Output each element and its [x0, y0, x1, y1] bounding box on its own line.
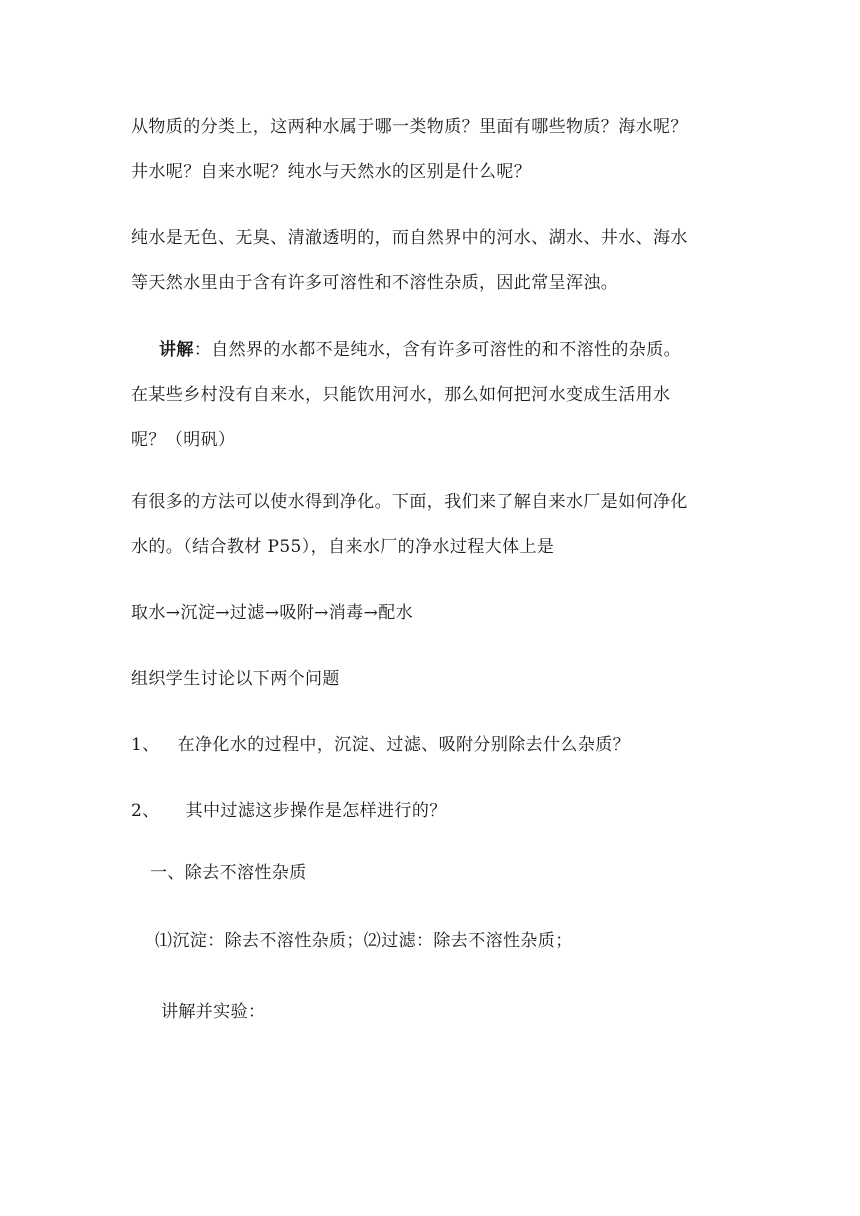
question-2 — [131, 799, 447, 823]
paragraph-4-line-1: 有很多的方法可以使水得到净化。下面，我们来了解自来水厂是如何净化 — [131, 492, 688, 512]
paragraph-1-line-1: 从物质的分类上，这两种水属于哪一类物质？里面有哪些物质？海水呢？ — [131, 117, 688, 137]
paragraph-1-line-2: 井水呢？自来水呢？纯水与天然水的区别是什么呢？ — [131, 162, 532, 182]
question-1-text: 在净化水的过程中，沉淀、过滤、吸附分别除去什么杂质？ — [177, 735, 631, 755]
paragraph-2-line-1: 纯水是无色、无臭、清澈透明的，而自然界中的河水、湖水、井水、海水 — [131, 228, 688, 248]
question-1 — [131, 733, 630, 757]
paragraph-3-line-2: 在某些乡村没有自来水，只能饮用河水，那么如何把河水变成生活用水 — [131, 385, 671, 405]
section-heading: 一、除去不溶性杂质 — [150, 863, 307, 883]
process-flow: 取水→沉淀→过滤→吸附→消毒→配水 — [131, 603, 414, 623]
question-2-number: 2、 — [131, 801, 160, 821]
discussion-intro: 组织学生讨论以下两个问题 — [131, 669, 340, 689]
paragraph-3-line-1 — [159, 338, 681, 362]
experiment-label: 讲解并实验： — [161, 1002, 266, 1022]
question-2-text: 其中过滤这步操作是怎样进行的？ — [185, 801, 447, 821]
paragraph-3-line-1-text: ：自然界的水都不是纯水，含有许多可溶性的和不溶性的杂质。 — [193, 340, 682, 360]
lecture-label: 讲解 — [159, 340, 194, 360]
paragraph-3-line-3: 呢？（明矾） — [131, 430, 236, 450]
question-1-number: 1、 — [131, 735, 160, 755]
methods-line: ⑴沉淀：除去不溶性杂质；⑵过滤：除去不溶性杂质； — [155, 931, 573, 951]
paragraph-2-line-2: 等天然水里由于含有许多可溶性和不溶性杂质，因此常呈浑浊。 — [131, 273, 619, 293]
paragraph-4-line-2: 水的。（结合教材 P55），自来水厂的净水过程大体上是 — [131, 537, 555, 557]
